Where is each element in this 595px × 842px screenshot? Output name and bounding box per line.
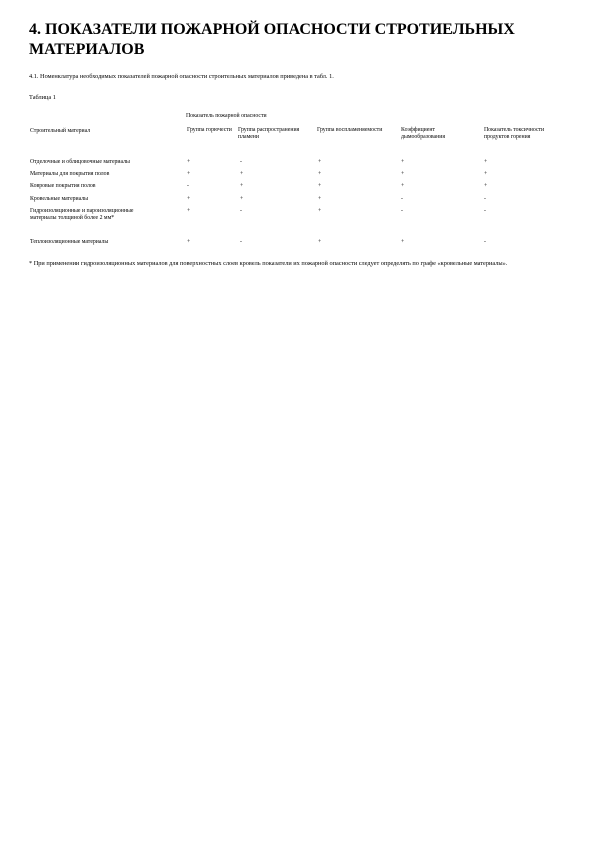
table-cell-mark: + (484, 171, 488, 177)
table-header-material: Строительный материал (30, 128, 91, 134)
table-cell-mark: + (401, 159, 405, 165)
table-row-label: Отделочные и облицовочные материалы (30, 159, 130, 165)
table-cell-mark: + (484, 183, 488, 189)
table-cell-mark: + (187, 239, 191, 245)
table-cell-mark: + (318, 208, 322, 214)
table-cell-mark: + (318, 171, 322, 177)
table-cell-mark: + (401, 171, 405, 177)
table-cell-mark: - (240, 208, 242, 214)
table-row-label: Материалы для покрытия полов (30, 171, 110, 177)
table-row-label: Кровельные материалы (30, 196, 89, 202)
table-cell-mark: - (484, 208, 486, 214)
table-cell-mark: - (401, 208, 403, 214)
table-cell-mark: + (318, 196, 322, 202)
table-cell-mark: - (240, 159, 242, 165)
table-header-combustibility: Группа горючести (187, 127, 232, 133)
table-cell-mark: + (187, 208, 191, 214)
table-cell-mark: - (401, 196, 403, 202)
table-cell-mark: + (240, 183, 244, 189)
table-cell-mark: + (318, 183, 322, 189)
table-header-smoke-coefficient: Коэффициент дымообразования (401, 127, 445, 140)
table-cell-mark: + (240, 171, 244, 177)
table-cell-mark: + (401, 239, 405, 245)
intro-paragraph: 4.1. Номенклатура необходимых показателей пожарной опасности строительных материалов приведена в табл. 1. (29, 73, 334, 80)
table-caption: Таблица 1 (29, 94, 56, 101)
table-cell-mark: - (484, 196, 486, 202)
table-cell-mark: + (318, 239, 322, 245)
table-row-label: Гидроизоляционные и пароизоляционные материалы толщиной более 2 мм* (30, 208, 134, 221)
table-cell-mark: - (240, 239, 242, 245)
table-group-header: Показатель пожарной опасности (186, 113, 267, 119)
table-row-label: Теплоизоляционные материалы (30, 239, 109, 245)
table-cell-mark: + (318, 159, 322, 165)
table-cell-mark: + (187, 159, 191, 165)
table-cell-mark: + (240, 196, 244, 202)
table-footnote: * При применении гидроизоляционных материалов для поверхностных слоев кровель показатели их пожарной опасности следует определять по графе «кровельные материалы». (29, 260, 508, 267)
table-row-label: Ковровые покрытия полов (30, 183, 96, 189)
table-cell-mark: - (187, 183, 189, 189)
table-header-flame-spread: Группа распространения пламени (238, 127, 300, 140)
section-title: 4. ПОКАЗАТЕЛИ ПОЖАРНОЙ ОПАСНОСТИ СТРОТИЕЛЬНЫХ МАТЕРИАЛОВ (29, 21, 515, 58)
table-cell-mark: + (187, 171, 191, 177)
table-cell-mark: + (187, 196, 191, 202)
table-cell-mark: + (484, 159, 488, 165)
table-header-toxicity: Показатель токсичности продуктов горения (484, 127, 545, 140)
table-header-ignitability: Группа воспламеняемости (317, 127, 383, 133)
table-cell-mark: - (484, 239, 486, 245)
table-cell-mark: + (401, 183, 405, 189)
